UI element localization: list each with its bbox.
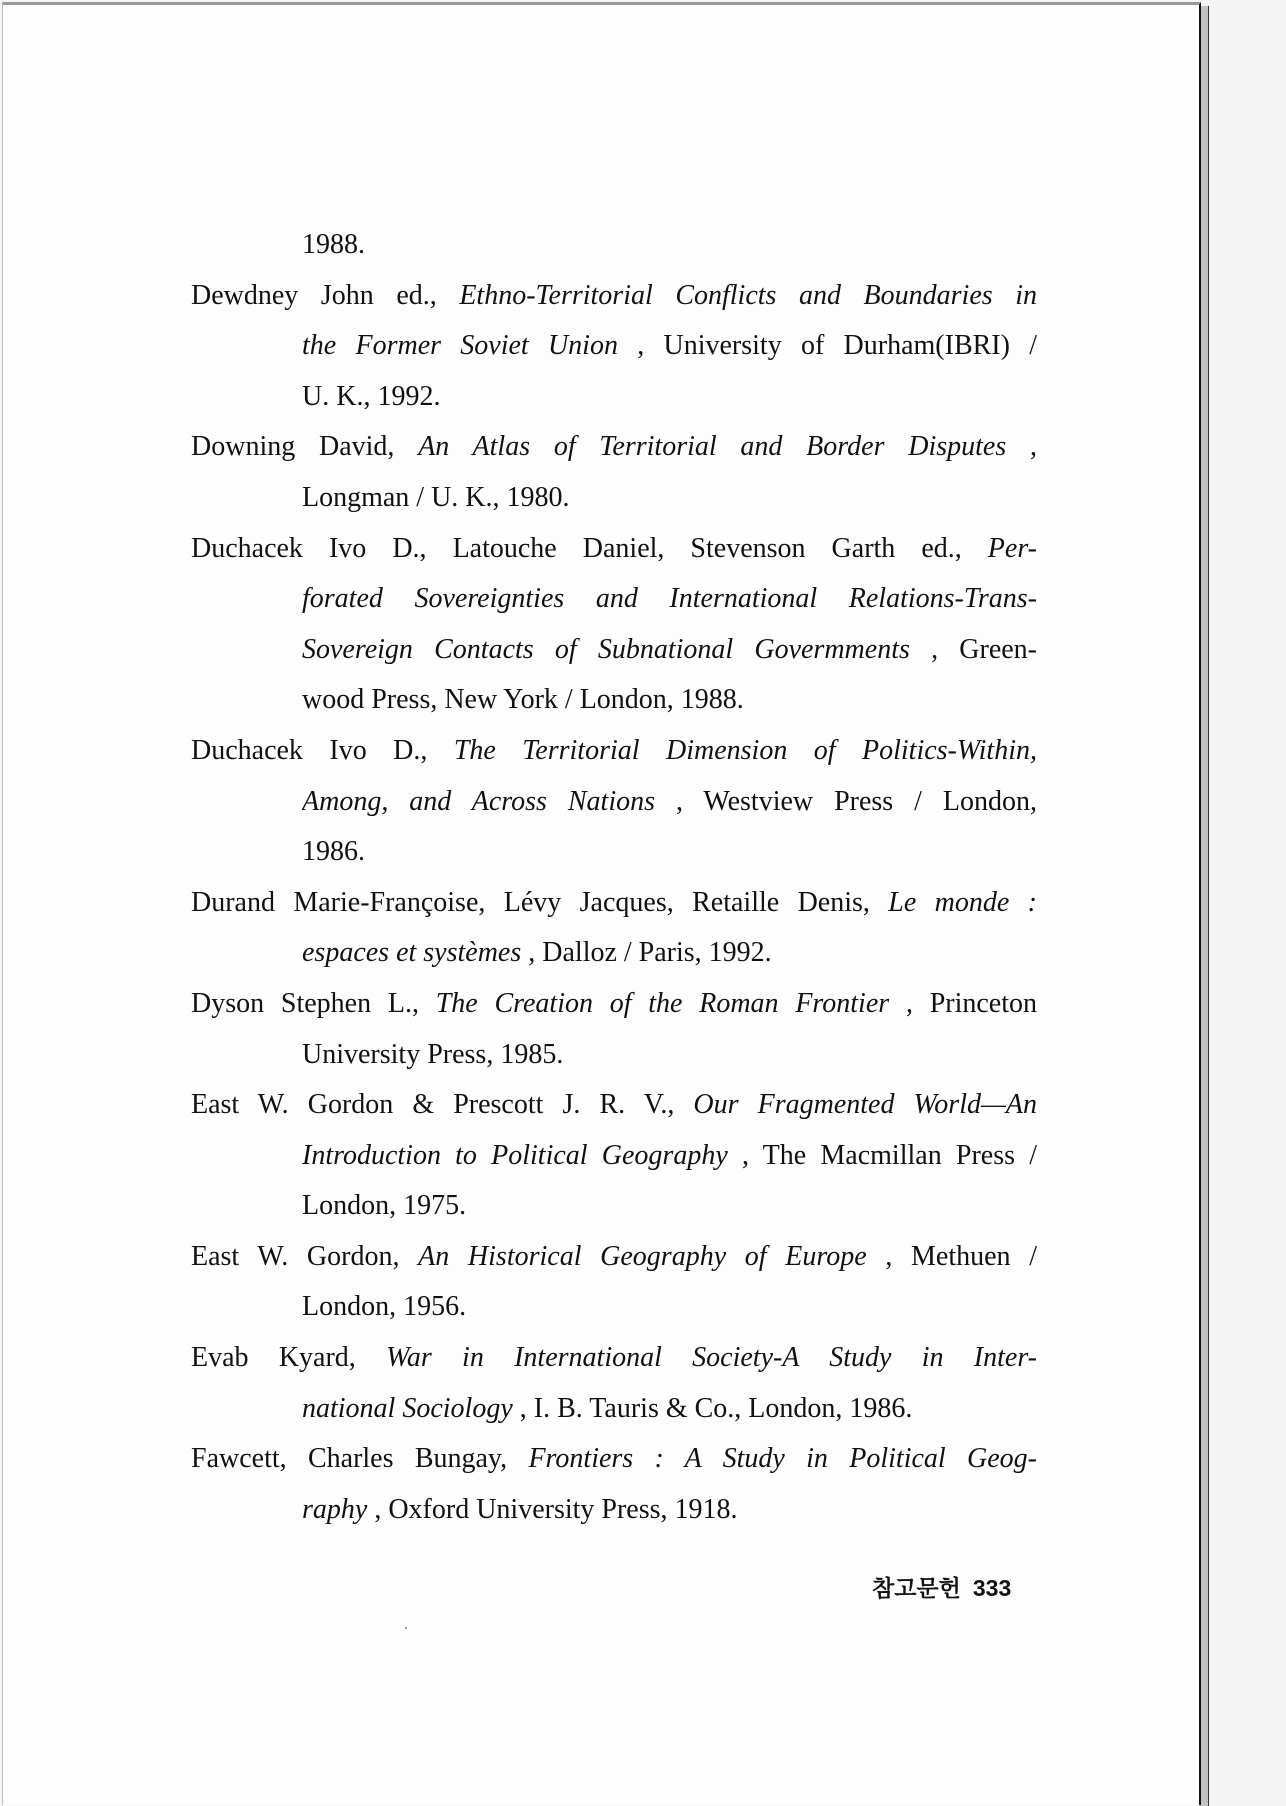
title-text: Frontiers : A Study in Political Geog- [528, 1443, 1037, 1475]
title-text: espaces et systèmes [302, 937, 522, 969]
bibliography-entry [191, 726, 1037, 878]
entry-line [302, 625, 1037, 676]
entry-line [302, 928, 1037, 979]
page-number: 333 [972, 1575, 1012, 1601]
title-text: Le monde : [888, 886, 1037, 918]
title-text: national Sociology [302, 1392, 513, 1424]
citation-text: wood Press, New York / London, 1988. [302, 684, 744, 716]
entry-line [191, 524, 1037, 575]
bibliography-entry [191, 1434, 1037, 1535]
citation-text: Fawcett, Charles Bungay, [191, 1443, 529, 1475]
entry-line [191, 726, 1037, 777]
scan-speck [405, 1627, 407, 1629]
entry-line [302, 372, 1037, 423]
entry-line [191, 1232, 1037, 1283]
citation-text: Dyson Stephen L., [191, 987, 436, 1019]
bibliography-entry [191, 1232, 1037, 1333]
entry-line [191, 1080, 1037, 1131]
citation-text: Duchacek Ivo D., [191, 734, 454, 766]
entry-line [191, 878, 1037, 929]
entry-line [302, 473, 1037, 524]
entry-line [191, 422, 1037, 473]
title-text: The Creation of the Roman Frontier [435, 987, 890, 1019]
title-text: Introduction to Political Geography [302, 1139, 728, 1171]
title-text: An Historical Geography of Europe [418, 1240, 867, 1272]
citation-text: , I. B. Tauris & Co., London, 1986. [519, 1392, 913, 1424]
entry-line [191, 1333, 1037, 1384]
citation-text: , Princeton [905, 987, 1037, 1019]
citation-text: , Oxford University Press, 1918. [374, 1493, 738, 1525]
citation-text: , Dalloz / Paris, 1992. [528, 937, 772, 969]
title-text: Per- [987, 532, 1037, 564]
citation-text: Duchacek Ivo D., Latouche Daniel, Stevenson Garth ed., [191, 532, 988, 564]
entry-line [302, 1131, 1037, 1182]
entry-line [302, 777, 1037, 828]
bibliography-entry [191, 220, 1037, 271]
citation-text: , Green- [931, 633, 1037, 665]
citation-text: , [1030, 431, 1037, 463]
citation-text: East W. Gordon, [191, 1240, 419, 1272]
page-footer [872, 1570, 1011, 1603]
title-text: the Former Soviet Union [302, 330, 618, 362]
citation-text: Downing David, [191, 431, 419, 463]
bibliography-entry [191, 422, 1037, 523]
entry-line [302, 1485, 1037, 1536]
entry-line [302, 1384, 1037, 1435]
citation-text: U. K., 1992. [302, 380, 441, 412]
entry-line [302, 1030, 1037, 1081]
title-text: Among, and Across Nations [302, 785, 655, 817]
entry-line [302, 1282, 1037, 1333]
entry-line [302, 321, 1037, 372]
title-text: Sovereign Contacts of Subnational Govermments [302, 633, 910, 665]
bibliography-entry [191, 979, 1037, 1080]
title-text: An Atlas of Territorial and Border Disputes [418, 431, 1007, 463]
entry-line [302, 574, 1037, 625]
citation-text: Dewdney John ed., [191, 279, 460, 311]
citation-text: University Press, 1985. [302, 1038, 564, 1070]
entry-line [302, 1181, 1037, 1232]
title-text: forated Sovereignties and International Relations-Trans- [302, 583, 1037, 615]
citation-text: , Westview Press / London, [675, 785, 1037, 817]
bibliography-entry [191, 271, 1037, 423]
entry-line [302, 675, 1037, 726]
bibliography-entry [191, 1333, 1037, 1434]
entry-line [302, 220, 1037, 271]
citation-text: East W. Gordon & Prescott J. R. V., [191, 1089, 694, 1121]
citation-text: , The Macmillan Press / [741, 1139, 1037, 1171]
citation-text: 1986. [302, 836, 365, 868]
bibliography-entry [191, 524, 1037, 726]
page-edge-shadow [1200, 6, 1209, 1806]
title-text: War in International Society-A Study in Inter- [386, 1342, 1037, 1374]
title-text: Ethno-Territorial Conflicts and Boundaries in [459, 279, 1037, 311]
title-text: Our Fragmented World—An [693, 1089, 1037, 1121]
citation-text: Evab Kyard, [191, 1342, 387, 1374]
title-text: raphy [302, 1493, 368, 1525]
citation-text: Durand Marie-Françoise, Lévy Jacques, Retaille Denis, [191, 886, 889, 918]
entry-line [191, 1434, 1037, 1485]
citation-text: London, 1975. [302, 1190, 467, 1222]
bibliography-entry [191, 1080, 1037, 1232]
entry-line [302, 827, 1037, 878]
citation-text: , University of Durham(IBRI) / [637, 330, 1037, 362]
bibliography-entry [191, 878, 1037, 979]
citation-text: Longman / U. K., 1980. [302, 481, 570, 513]
citation-text: London, 1956. [302, 1291, 467, 1323]
citation-text: , Methuen / [885, 1240, 1037, 1272]
citation-text: 1988. [302, 229, 365, 260]
entry-line [191, 271, 1037, 322]
title-text: The Territorial Dimension of Politics-Within, [453, 734, 1037, 766]
entry-line [191, 979, 1037, 1030]
bibliography-list [191, 220, 1037, 1535]
running-footer-title: 참고문헌 [872, 1576, 961, 1602]
